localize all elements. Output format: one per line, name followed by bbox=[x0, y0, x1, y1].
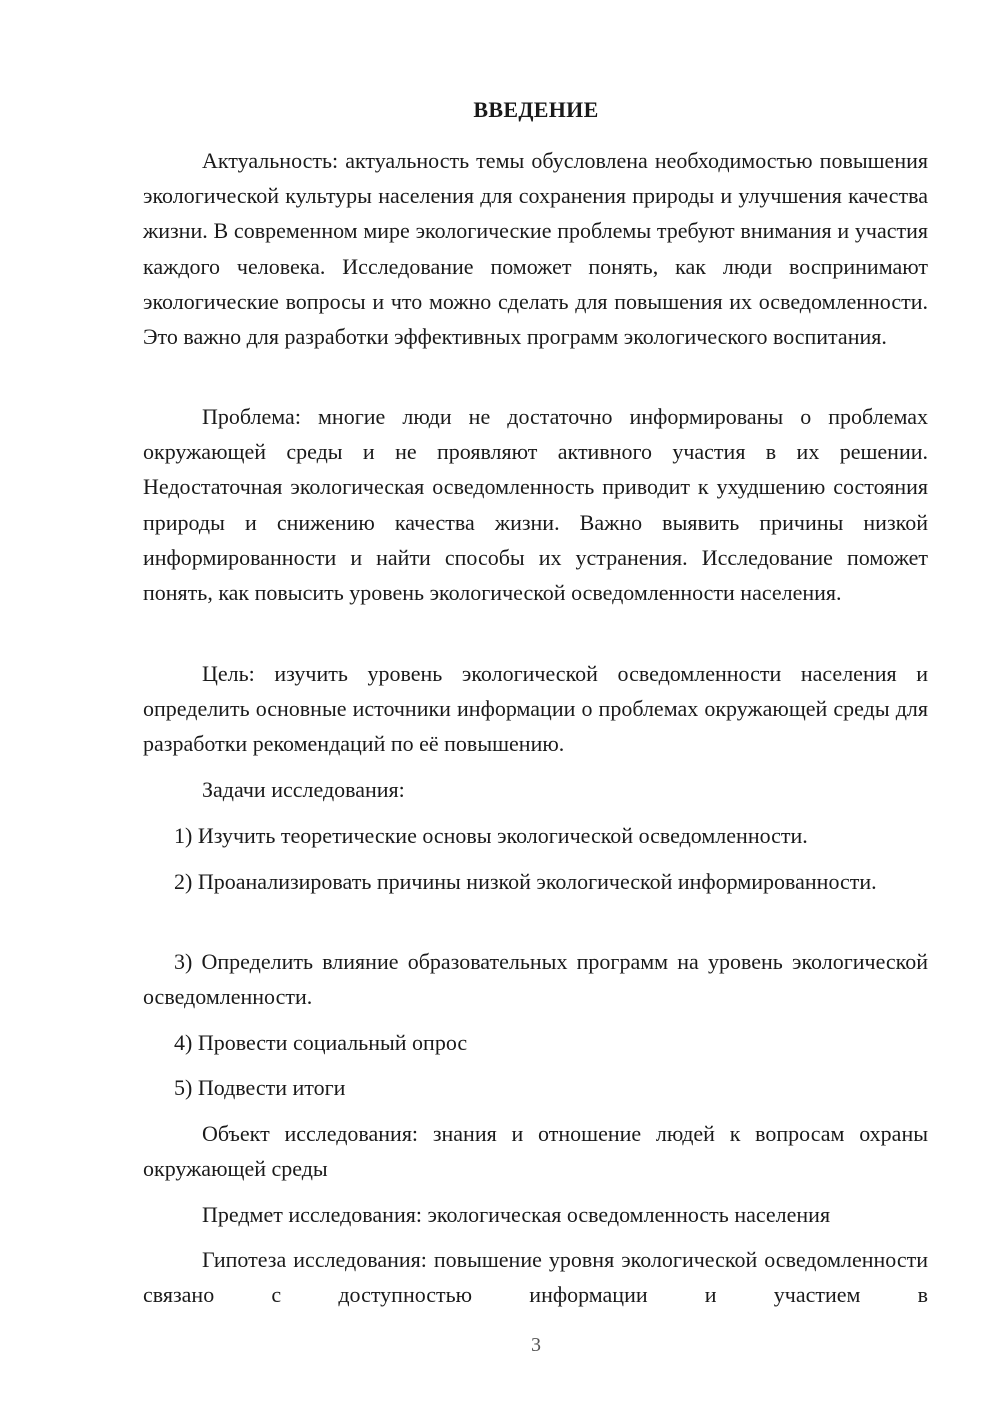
paragraph-subject: Предмет исследования: экологическая осведомленность населения bbox=[202, 1202, 831, 1227]
task-item-3: 3) Определить влияние образовательных программ на уровень экологической осведомленности. bbox=[143, 949, 928, 1010]
task-item-5: 5) Подвести итоги bbox=[174, 1075, 346, 1100]
task-item-2: 2) Проанализировать причины низкой экологической информированности. bbox=[174, 869, 877, 894]
paragraph-problem: Проблема: многие люди не достаточно информированы о проблемах окружающей среды и не проявляют активного участия в их решении. Недостаточная экологическая осведомленность приводит к ухудшению состояния природы и снижению качества жизни. Важно выявить причины низкой информированности и найти способы их устранения. Исследование поможет понять, как повысить уровень экологической осведомленности населения. bbox=[143, 404, 928, 606]
tasks-heading: Задачи исследования: bbox=[202, 777, 405, 802]
task-item-1: 1) Изучить теоретические основы экологической осведомленности. bbox=[174, 823, 808, 848]
paragraph-hypothesis: Гипотеза исследования: повышение уровня экологической осведомленности связано с доступностью информации и участием в bbox=[143, 1247, 928, 1308]
paragraph-goal: Цель: изучить уровень экологической осведомленности населения и определить основные источники информации о проблемах окружающей среды для разработки рекомендаций по её повышению. bbox=[143, 661, 928, 757]
page-number: 3 bbox=[531, 1334, 541, 1356]
paragraph-object: Объект исследования: знания и отношение людей к вопросам охраны окружающей среды bbox=[143, 1121, 928, 1182]
task-item-4: 4) Провести социальный опрос bbox=[174, 1030, 468, 1055]
paragraph-relevance: Актуальность: актуальность темы обусловлена необходимостью повышения экологической культуры населения для сохранения природы и улучшения качества жизни. В современном мире экологические проблемы требуют внимания и участия каждого человека. Исследование поможет понять, как люди воспринимают экологические вопросы и что можно сделать для повышения их осведомленности. Это важно для разработки эффективных программ экологического воспитания. bbox=[143, 148, 928, 350]
section-heading: ВВЕДЕНИЕ bbox=[473, 97, 599, 122]
